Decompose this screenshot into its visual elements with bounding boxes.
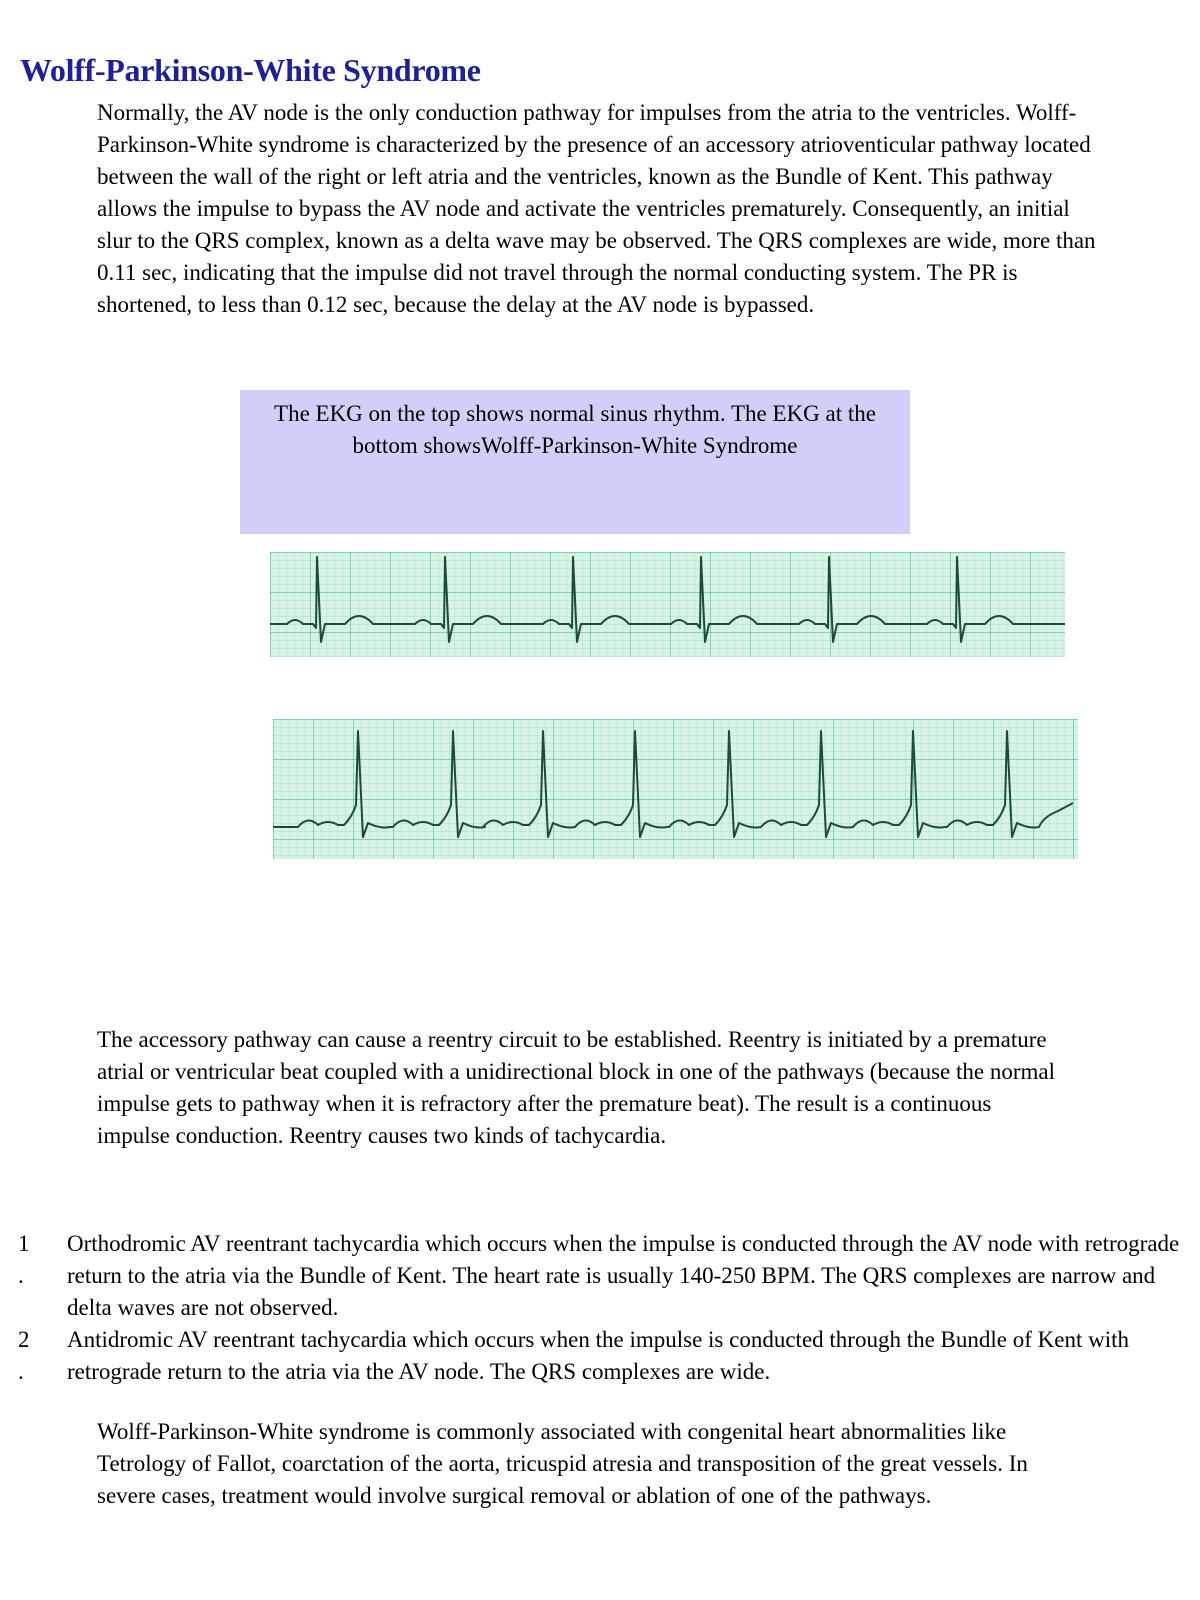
- ekg-caption-box: [240, 390, 910, 534]
- intro-paragraph: Normally, the AV node is the only conduction pathway for impulses from the atria to the ventricles. Wolff-Parkinson-White syndrome is characterized by the presence of an accessory atrioventicular pathway located between the wall of the right or left atria and the ventricles, known as the Bundle of Kent. This pathway allows the impulse to bypass the AV node and activate the ventricles prematurely. Consequently, an initial slur to the QRS complex, known as a delta wave may be observed. The QRS complexes are wide, more than 0.11 sec, indicating that the impulse did not travel through the normal conducting system. The PR is shortened, to less than 0.12 sec, because the delay at the AV node is bypassed.: [97, 100, 1096, 317]
- list-item-text: Orthodromic AV reentrant tachycardia which occurs when the impulse is conducted through the AV node with retrograde return to the atria via the Bundle of Kent. The heart rate is usually 140-250 BPM. The QRS complexes are narrow and delta waves are not observed.: [67, 1231, 1180, 1320]
- ekg-normal-sinus-icon: [270, 552, 1065, 657]
- reentry-paragraph: The accessory pathway can cause a reentry circuit to be established. Reentry is initiated by a premature atrial or ventricular beat coupled with a unidirectional block in one of the pathways (because the normal impulse gets to pathway when it is refractory after the premature beat). The result is a continuous impulse conduction. Reentry causes two kinds of tachycardia.: [97, 1027, 1055, 1148]
- list-item-number: 2: [18, 1327, 30, 1352]
- page-title: Wolff-Parkinson-White Syndrome: [20, 52, 481, 88]
- ekg-wpw-icon: [273, 719, 1078, 859]
- list-item: 1 . Orthodromic AV reentrant tachycardia which occurs when the impulse is conducted through the AV node with retrograde return to the atria via the Bundle of Kent. The heart rate is usually 140-250 BPM. The QRS complexes are narrow and delta waves are not observed.: [18, 1231, 1180, 1320]
- list-item: 2 . Antidromic AV reentrant tachycardia which occurs when the impulse is conducted through the Bundle of Kent with retrograde return to the atria via the AV node. The QRS complexes are wide.: [18, 1327, 1129, 1384]
- association-paragraph: Wolff-Parkinson-White syndrome is commonly associated with congenital heart abnormalities like Tetrology of Fallot, coarctation of the aorta, tricuspid atresia and transposition of the great vessels. In severe cases, treatment would involve surgical removal or ablation of one of the pathways.: [97, 1419, 1028, 1508]
- list-item-text: Antidromic AV reentrant tachycardia which occurs when the impulse is conducted through the Bundle of Kent with retrograde return to the atria via the AV node. The QRS complexes are wide.: [67, 1327, 1129, 1384]
- ekg-caption-text: The EKG on the top shows normal sinus rhythm. The EKG at the bottom showsWolff-Parkinson-White Syndrome: [274, 401, 876, 458]
- tachycardia-list: [0, 1228, 1190, 1388]
- list-item-number: 1: [18, 1231, 30, 1256]
